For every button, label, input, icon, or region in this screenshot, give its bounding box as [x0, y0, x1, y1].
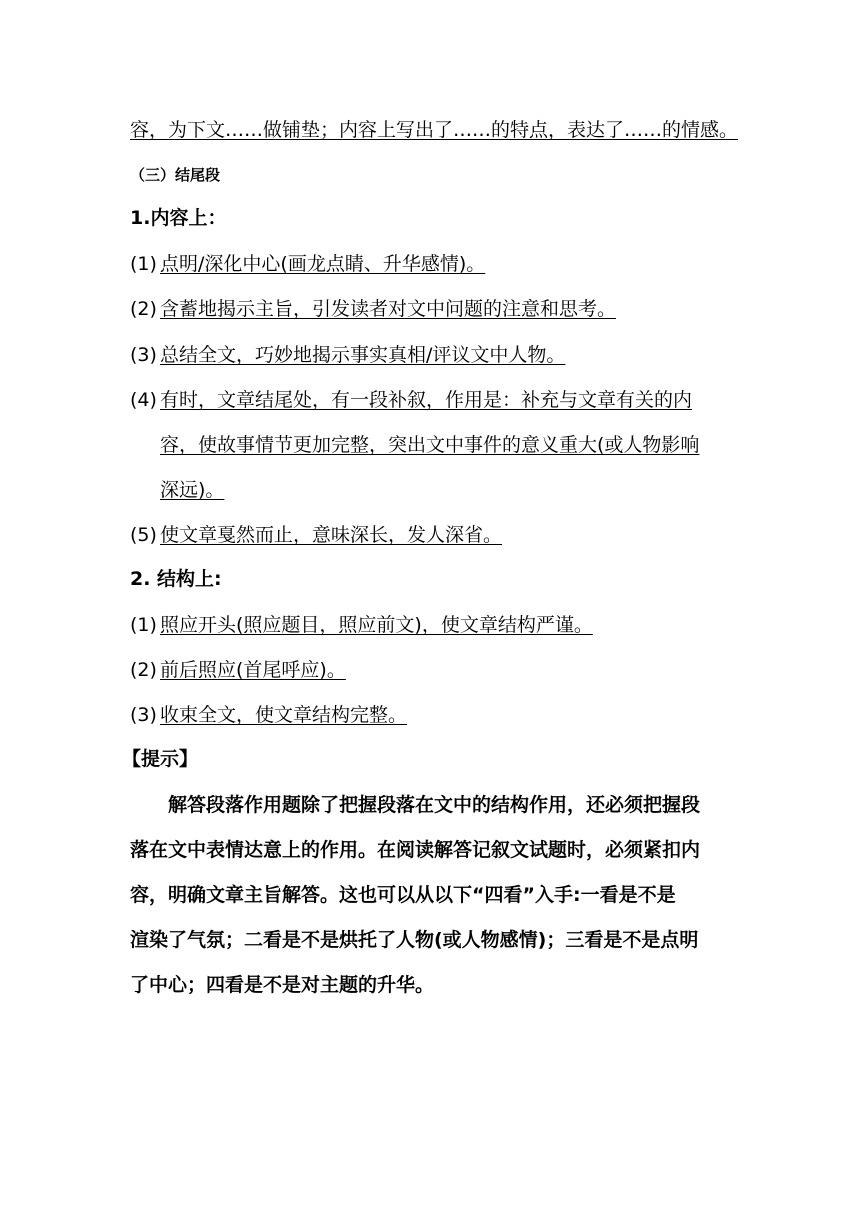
item-text: 前后照应(首尾呼应)。	[160, 659, 346, 681]
item-text: 收束全文，使文章结构完整。	[160, 704, 408, 726]
tip-paragraph-line: 了中心；四看是不是对主题的升华。	[130, 974, 435, 996]
item-text: 含蓄地揭示主旨，引发读者对文中问题的注意和思考。	[160, 298, 617, 320]
tip-paragraph-line: 容，明确文章主旨解答。这也可以从以下“四看”入手:一看是不是	[130, 884, 676, 906]
item-number: (5)	[130, 524, 157, 546]
item-number: (3)	[130, 344, 157, 366]
list-item	[130, 522, 502, 548]
item-number: (3)	[130, 704, 157, 726]
item-text: 有时，文章结尾处，有一段补叙，作用是：补充与文章有关的内	[160, 389, 693, 411]
list-item	[130, 612, 593, 638]
item-number: (4)	[130, 389, 157, 411]
item-number: (2)	[130, 298, 157, 320]
list-item	[130, 702, 407, 728]
item-text-continued: 容，使故事情节更加完整，突出文中事件的意义重大(或人物影响	[160, 434, 700, 456]
item-number: (1)	[130, 253, 157, 275]
item-text: 照应开头(照应题目，照应前文)，使文章结构严谨。	[160, 614, 593, 636]
item-number: (2)	[130, 659, 157, 681]
list-item	[130, 657, 346, 683]
item-text-continued: 深远)。	[160, 479, 225, 501]
tip-paragraph-line: 落在文中表情达意上的作用。在阅读解答记叙文试题时，必须紧扣内	[130, 839, 701, 861]
section-heading: （三）结尾段	[130, 166, 221, 184]
item-number: (1)	[130, 614, 157, 636]
content-heading: 1.内容上：	[130, 207, 227, 229]
tip-heading: 【提示】	[122, 748, 199, 770]
item-text: 使文章戛然而止，意味深长，发人深省。	[160, 524, 503, 546]
tip-paragraph-line: 解答段落作用题除了把握段落在文中的结构作用，还必须把握段	[130, 794, 701, 816]
item-text: 点明/深化中心(画龙点睛、升华感情)。	[160, 253, 486, 275]
list-item	[130, 342, 565, 368]
list-item	[130, 251, 485, 277]
item-text: 总结全文，巧妙地揭示事实真相/评议文中人物。	[160, 344, 566, 366]
list-item	[130, 296, 616, 322]
intro-line: 容，为下文……做铺垫；内容上写出了……的特点，表达了……的情感。	[130, 119, 739, 141]
list-item	[130, 387, 692, 413]
tip-paragraph-line: 渲染了气氛；二看是不是烘托了人物(或人物感情)；三看是不是点明	[130, 929, 699, 951]
structure-heading: 2. 结构上:	[130, 568, 222, 590]
